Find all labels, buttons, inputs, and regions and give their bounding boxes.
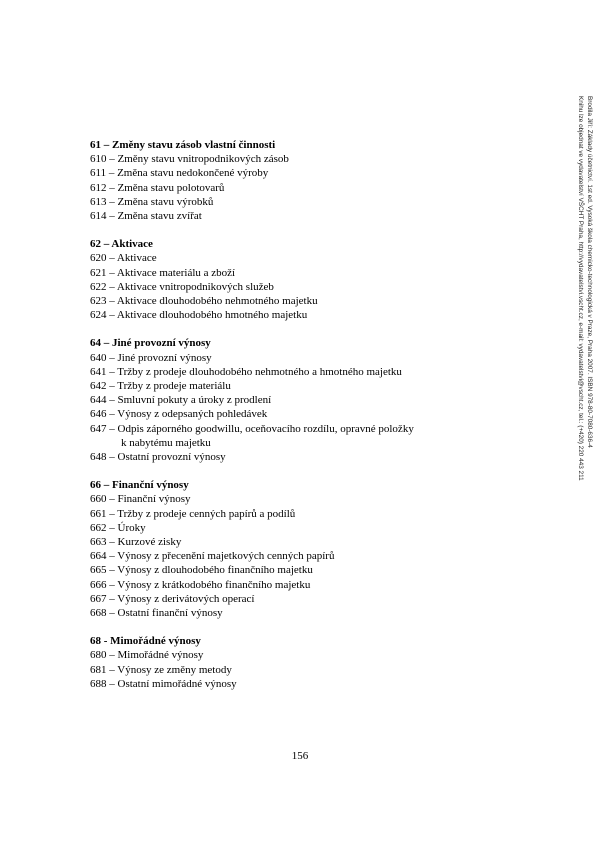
list-item: 661 – Tržby z prodeje cenných papírů a podílů — [90, 507, 296, 520]
list-item: 646 – Výnosy z odepsaných pohledávek — [90, 408, 268, 421]
list-item: 614 – Změna stavu zvířat — [90, 210, 202, 222]
list-item: 665 – Výnosy z dlouhodobého finančního majetku — [90, 564, 313, 577]
section-title: 64 – Jiné provozní výnosy — [90, 337, 211, 350]
list-item: 624 – Aktivace dlouhodobého hmotného majetku — [90, 309, 308, 322]
page-number: 156 — [291, 750, 309, 762]
side-note-text — [576, 96, 594, 516]
list-item: 621 – Aktivace materiálu a zboží — [90, 266, 236, 279]
section-title: 68 - Mimořádné výnosy — [90, 635, 201, 648]
list-item: 613 – Změna stavu výrobků — [90, 195, 214, 208]
list-item: 610 – Změny stavu vnitropodnikových zásob — [90, 153, 289, 166]
list-item: 680 – Mimořádné výnosy — [90, 649, 204, 662]
section-title: 62 – Aktivace — [90, 238, 153, 251]
list-item-continuation: k nabytému majetku — [121, 436, 211, 449]
section-66 — [90, 478, 490, 620]
list-item: 660 – Finanční výnosy — [90, 493, 191, 506]
list-item: 648 – Ostatní provozní výnosy — [90, 451, 226, 464]
list-item: 681 – Výnosy ze změny metody — [90, 663, 232, 676]
list-item: 611 – Změna stavu nedokončené výroby — [90, 167, 269, 180]
list-item: 644 – Smluvní pokuty a úroky z prodlení — [90, 394, 272, 407]
section-62 — [90, 237, 490, 322]
list-item: 664 – Výnosy z přecenění majetkových cenných papírů — [90, 550, 335, 563]
side-note-line-1: Brodila Jiří: Základy účetnictví. 1st ed. Vysoká škola chemicko-technologická v Praze, Praha 2007. ISBN 978-80-7080-636-4 — [586, 96, 593, 448]
list-item: 666 – Výnosy z krátkodobého finančního majetku — [90, 578, 311, 591]
section-61 — [90, 138, 490, 223]
list-item: 640 – Jiné provozní výnosy — [90, 351, 212, 364]
list-item: 623 – Aktivace dlouhodobého nehmotného majetku — [90, 295, 318, 307]
list-item: 642 – Tržby z prodeje materiálu — [90, 380, 231, 392]
section-64 — [90, 336, 490, 464]
list-item: 667 – Výnosy z derivátových operací — [90, 592, 255, 605]
account-list — [90, 138, 490, 705]
list-item: 622 – Aktivace vnitropodnikových služeb — [90, 280, 274, 293]
side-note-line-2: Knihu lze objednat ve vydavatelství VŠCHT Praha, http://vydavatelstvi.vscht.cz, e-mail: vydavatelstvi@vscht.cz, tel.: (+420) 220 443 211 — [577, 96, 584, 481]
section-68 — [90, 634, 490, 691]
list-item: 612 – Změna stavu polotovarů — [90, 181, 225, 194]
list-item: 662 – Úroky — [90, 521, 146, 534]
section-title: 61 – Změny stavu zásob vlastní činnosti — [90, 139, 276, 151]
list-item: 663 – Kurzové zisky — [90, 536, 182, 549]
list-item: 647 – Odpis záporného goodwillu, oceňovacího rozdílu, opravné položky — [90, 422, 414, 435]
section-title: 66 – Finanční výnosy — [90, 479, 189, 492]
list-item: 620 – Aktivace — [90, 252, 157, 265]
side-copyright-note — [564, 96, 594, 516]
list-item: 668 – Ostatní finanční výnosy — [90, 607, 223, 620]
list-item: 641 – Tržby z prodeje dlouhodobého nehmotného a hmotného majetku — [90, 365, 402, 378]
list-item: 688 – Ostatní mimořádné výnosy — [90, 677, 237, 690]
